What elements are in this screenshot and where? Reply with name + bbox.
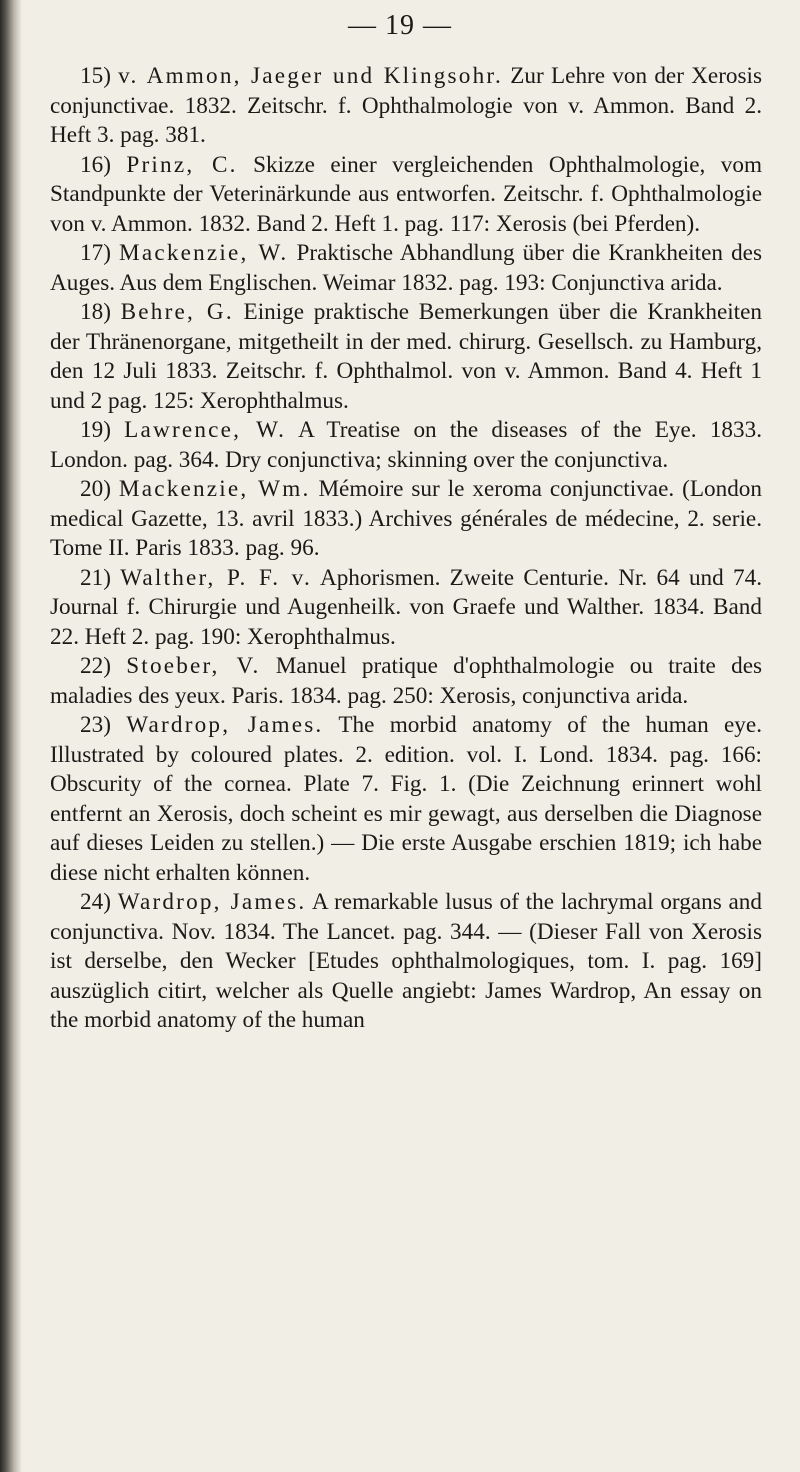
entry-text: Aphorismen. Zweite Centurie. Nr. 64 und 74. Journal f. Chirurgie und Augenheilk. von Graefe und Walther. 1834. Band 22. Heft 2. pag. 190: Xerophthalmus. (50, 564, 762, 650)
entry-text: A Treatise on the diseases of the Eye. 1833. London. pag. 364. Dry conjunctiva; skinning over the conjunctiva. (50, 417, 762, 473)
entry-text: Manuel pratique d'ophthalmologie ou traite des maladies des yeux. Paris. 1834. pag. 250: Xerosis, conjunctiva arida. (50, 653, 763, 709)
bibliography-entry-18 (50, 298, 762, 416)
bibliography-list (50, 62, 762, 1036)
entry-author: Prinz, C. (126, 151, 238, 178)
bibliography-entry-21 (50, 564, 762, 653)
entry-author: Behre, G. (120, 299, 234, 325)
entry-author: Stoeber, V. (126, 653, 261, 679)
entry-author: Lawrence, W. (124, 417, 287, 443)
entry-author: Mackenzie, W. (119, 240, 289, 266)
bibliography-entry-19 (50, 416, 762, 475)
entry-author: Walther, P. F. v. (120, 564, 312, 591)
bibliography-entry-17 (50, 239, 762, 298)
entry-text: The morbid anatomy of the human eye. Illustrated by coloured plates. 2. edition. vol. I. Lond. 1834. pag. 166: Obscurity of the cornea. Plate 7. Fig. 1. (Die Zeichnung erinnert wohl entfernt an Xerosis, doch scheint es mir gewagt, aus derselben die Diagnose auf dieses Leiden zu stellen.) — Die erste Ausgabe erschien 1819; ich habe diese nicht erhalten können. (50, 712, 762, 886)
entry-number: 23) (80, 712, 111, 738)
entry-author: Wardrop, James. (126, 712, 324, 738)
entry-text: Praktische Abhandlung über die Krankheiten des Auges. Aus dem Englischen. Weimar 1832. pag. 193: Conjunctiva arida. (50, 240, 762, 296)
entry-number: 17) (80, 240, 111, 266)
entry-text: Skizze einer vergleichenden Ophthalmologie, vom Standpunkte der Veterinärkunde aus entworfen. Zeitschr. f. Ophthalmologie von v. Ammon. 1832. Band 2. Heft 1. pag. 117: Xerosis (bei Pferden). (50, 151, 763, 237)
bibliography-entry-20 (50, 475, 762, 564)
entry-text: Einige praktische Bemerkungen über die Krankheiten der Thränenorgane, mitgetheilt in der med. chirurg. Gesellsch. zu Hamburg, den 12 Juli 1833. Zeitschr. f. Ophthalmol. von v. Ammon. Band 4. Heft 1 und 2 pag. 125: Xerophthalmus. (50, 299, 763, 414)
entry-number: 24) (80, 889, 111, 915)
entry-number: 22) (80, 653, 111, 679)
entry-text: Zur Lehre von der Xerosis conjunctivae. 1832. Zeitschr. f. Ophthalmologie von v. Ammon. Band 2. Heft 3. pag. 381. (50, 63, 763, 148)
entry-text: Mémoire sur le xeroma conjunctivae. (London medical Gazette, 13. avril 1833.) Archives générales de médecine, 2. serie. Tome II. Paris 1833. pag. 96. (50, 476, 762, 561)
book-binding-shadow (0, 0, 22, 1472)
bibliography-entry-16 (50, 151, 762, 240)
bibliography-entry-24 (50, 888, 762, 1036)
bibliography-entry-22 (50, 652, 762, 711)
entry-number: 16) (80, 151, 111, 178)
bibliography-entry-23 (50, 711, 762, 888)
entry-number: 21) (80, 564, 111, 591)
entry-author: v. Ammon, Jaeger und Klingsohr. (118, 63, 504, 89)
entry-number: 18) (80, 299, 111, 325)
entry-author: Mackenzie, Wm. (118, 476, 311, 502)
entry-text: A remarkable lusus of the lachrymal organs and conjunctiva. Nov. 1834. The Lancet. pag. 344. — (Dieser Fall von Xerosis ist derselbe, den Wecker [Etudes ophthalmologiques, tom. I. pag. 169] auszüglich citirt, welcher als Quelle angiebt: James Wardrop, An essay on the morbid anatomy of the human (50, 889, 762, 1033)
bibliography-entry-15 (50, 62, 762, 151)
entry-number: 20) (80, 476, 111, 502)
entry-author: Wardrop, James. (117, 889, 307, 915)
entry-number: 19) (80, 417, 111, 443)
entry-number: 15) (80, 63, 111, 89)
page-number: — 19 — (348, 10, 452, 41)
